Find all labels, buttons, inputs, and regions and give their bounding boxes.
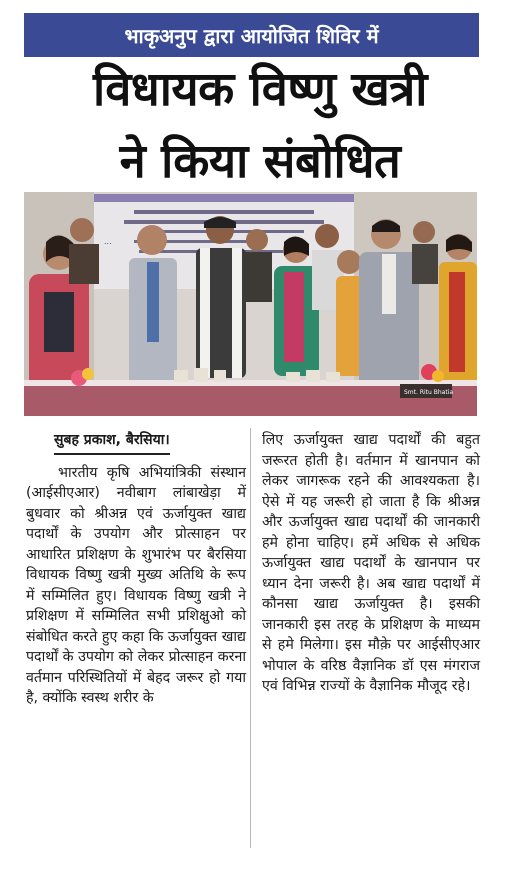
event-photo-illustration xyxy=(24,192,477,416)
headline-line-2: ने किया संबोधित xyxy=(119,134,401,189)
article-text-right: लिए ऊर्जायुक्त खाद्य पदार्थों की बहुत जरूरत होती है। वर्तमान में खानपान को लेकर जागरूक रहने की आवश्यकता है। ऐसे में यह जरूरी हो जाता है कि श्रीअन्न और ऊर्जायुक्त खाद्य पदार्थों की जानकारी हमे होना चाहिए। हमें अधिक से अधिक ऊर्जायुक्त खाद्य पदार्थों के खानपान पर ध्यान देना जरूरी है। अब खाद्य पदार्थों में कौनसा खाद्य ऊर्जायुक्त है। इसकी जानकारी इस तरह के प्रशिक्षण के माध्यम से हमे मिलेगा। इस मौक़े पर आईसीएआर भोपाल के वरिष्ठ वैज्ञानिक डॉ एस मंगराज एवं विभिन्न राज्यों के वैज्ञानिक मौजूद रहे। xyxy=(262,432,480,694)
news-photo xyxy=(24,192,477,416)
kicker-text: भाकृअनुप द्वारा आयोजित शिविर में xyxy=(124,23,379,48)
banner-text: ... xyxy=(104,237,112,246)
article-column-left xyxy=(26,430,246,709)
article-column-right xyxy=(262,430,480,697)
kicker-banner xyxy=(24,13,479,57)
byline: सुबह प्रकाश, बैरसिया। xyxy=(54,430,170,455)
article-text-left: भारतीय कृषि अभियांत्रिकी संस्थान (आईसीएआर) नवीबाग लांबाखेड़ा में बुधवार को श्रीअन्न एवं ऊर्जायुक्त खाद्य पदार्थों के उपयोग और प्रोत्साहन पर आधारित प्रशिक्षण के शुभारंभ पर बैरसिया विधायक विष्णु खत्री मुख्य अतिथि के रूप में सम्मिलित हुए। विधायक विष्णु खत्री ने प्रशिक्षण में सम्मिलित सभी प्रशिक्षुओ को संबोधित करते हुए कहा कि ऊर्जायुक्त खाद्य पदार्थों के उपयोग को लेकर प्रोत्साहन करना वर्तमान परिस्थितियों में बेहद जरूर हो गया है, क्योंकि स्वस्थ शरीर के xyxy=(26,464,246,706)
photo-nameplate: Smt. Ritu Bhatia xyxy=(404,389,454,396)
headline-line-1: विधायक विष्णु खत्री xyxy=(93,62,427,117)
column-divider xyxy=(250,428,251,848)
